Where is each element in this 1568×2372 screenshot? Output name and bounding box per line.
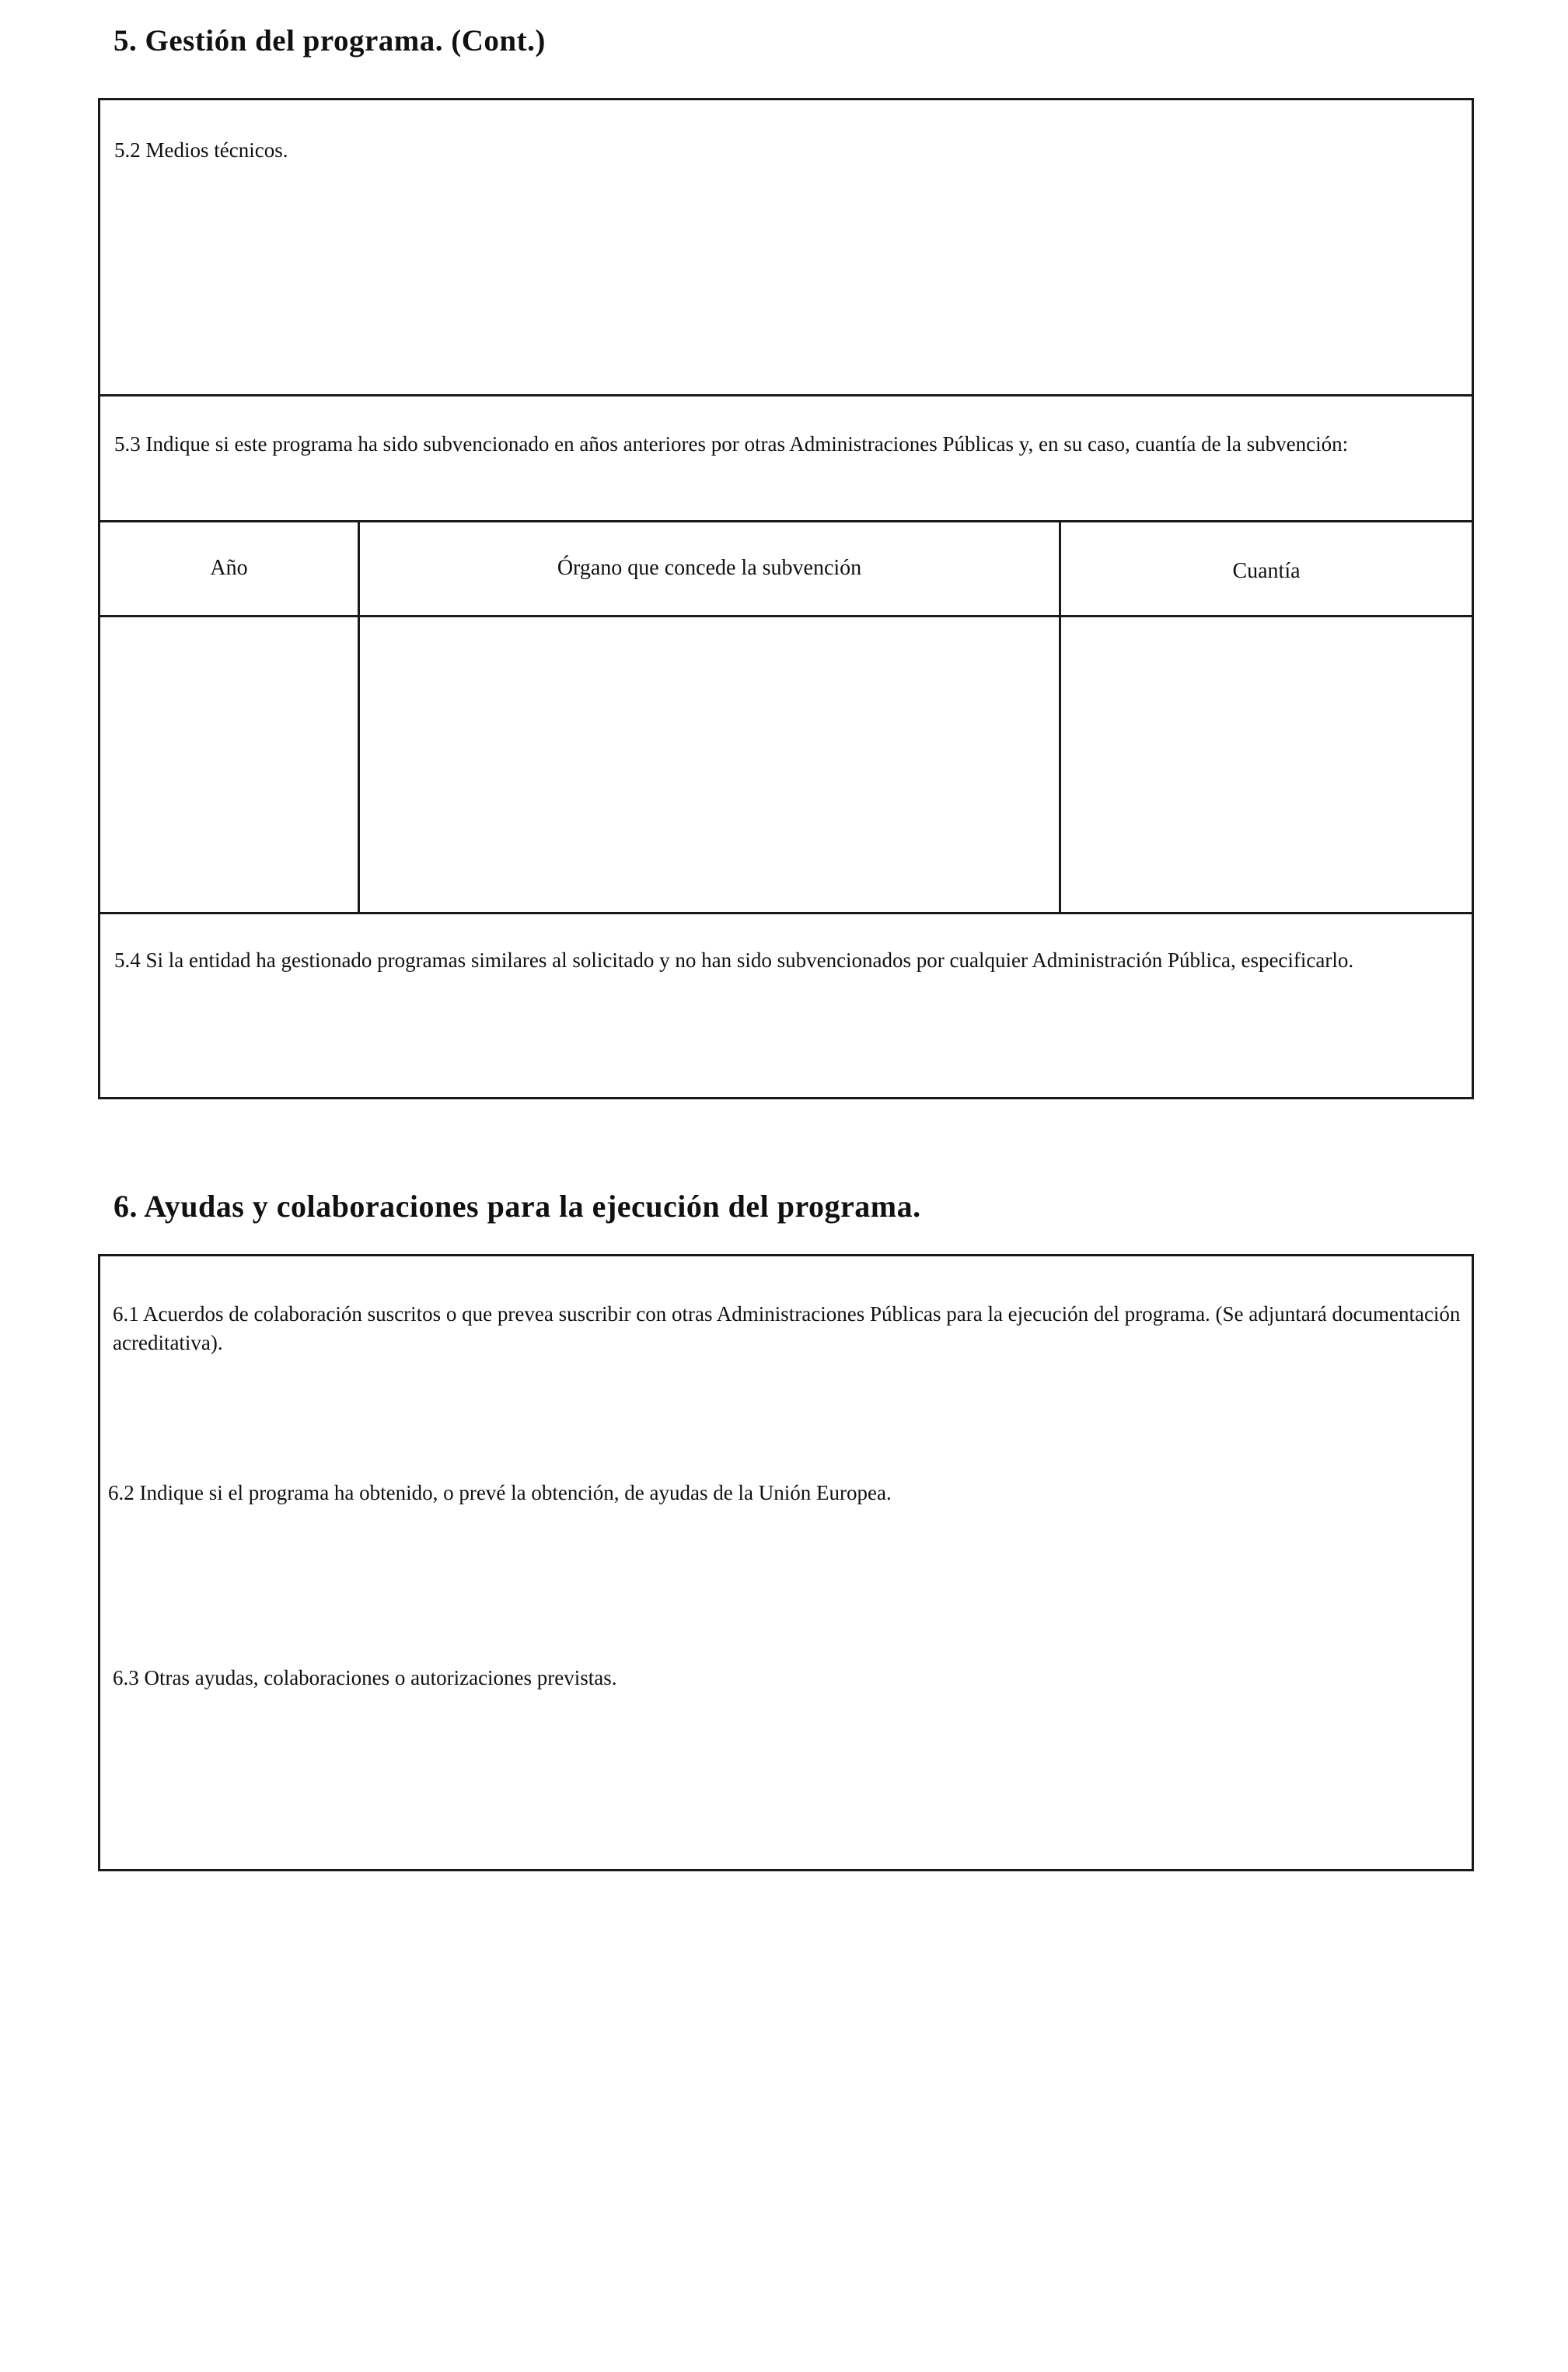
field-6-3-label: 6.3 Otras ayudas, colaboraciones o autorizaciones previstas. (113, 1666, 617, 1689)
field-5-2-answer-area[interactable] (108, 174, 1465, 388)
field-5-3-label: 5.3 Indique si este programa ha sido subvencionado en años anteriores por otras Administraciones Públicas y, en su caso, cuantía de la subvención: (114, 432, 1349, 456)
table-header-year: Año (210, 556, 248, 580)
field-6-1-answer-area[interactable] (108, 1361, 1465, 1462)
field-5-4-label: 5.4 Si la entidad ha gestionado programas similares al solicitado y no han sido subvencionados por cualquier Administración Pública, especificarlo. (114, 948, 1354, 972)
table-cell-amount[interactable] (1063, 617, 1471, 910)
table-header-organ: Órgano que concede la subvención (557, 556, 862, 580)
table-cell-year[interactable] (103, 617, 356, 910)
section-6-box (98, 1254, 1474, 1871)
section-6-title: 6. Ayudas y colaboraciones para la ejecución del programa. (113, 1189, 921, 1224)
divider (100, 912, 1472, 914)
section-5-box (98, 98, 1474, 1099)
field-6-2-label: 6.2 Indique si el programa ha obtenido, o prevé la obtención, de ayudas de la Unión Europea. (108, 1481, 892, 1504)
table-header-amount: Cuantía (1232, 559, 1301, 583)
field-6-2-answer-area[interactable] (108, 1513, 1465, 1653)
divider (100, 394, 1472, 396)
table-top-border (100, 520, 1472, 522)
field-5-4-answer-area[interactable] (108, 1010, 1465, 1092)
table-cell-organ[interactable] (361, 617, 1057, 910)
field-5-2-label: 5.2 Medios técnicos. (114, 138, 288, 162)
field-6-1-label: 6.1 Acuerdos de colaboración suscritos o que prevea suscribir con otras Administraciones Públicas para la ejecución del programa. (Se adjuntará documentación acreditativa). (113, 1302, 1461, 1354)
section-5-title: 5. Gestión del programa. (Cont.) (113, 24, 546, 58)
field-6-3-answer-area[interactable] (108, 1700, 1465, 1863)
